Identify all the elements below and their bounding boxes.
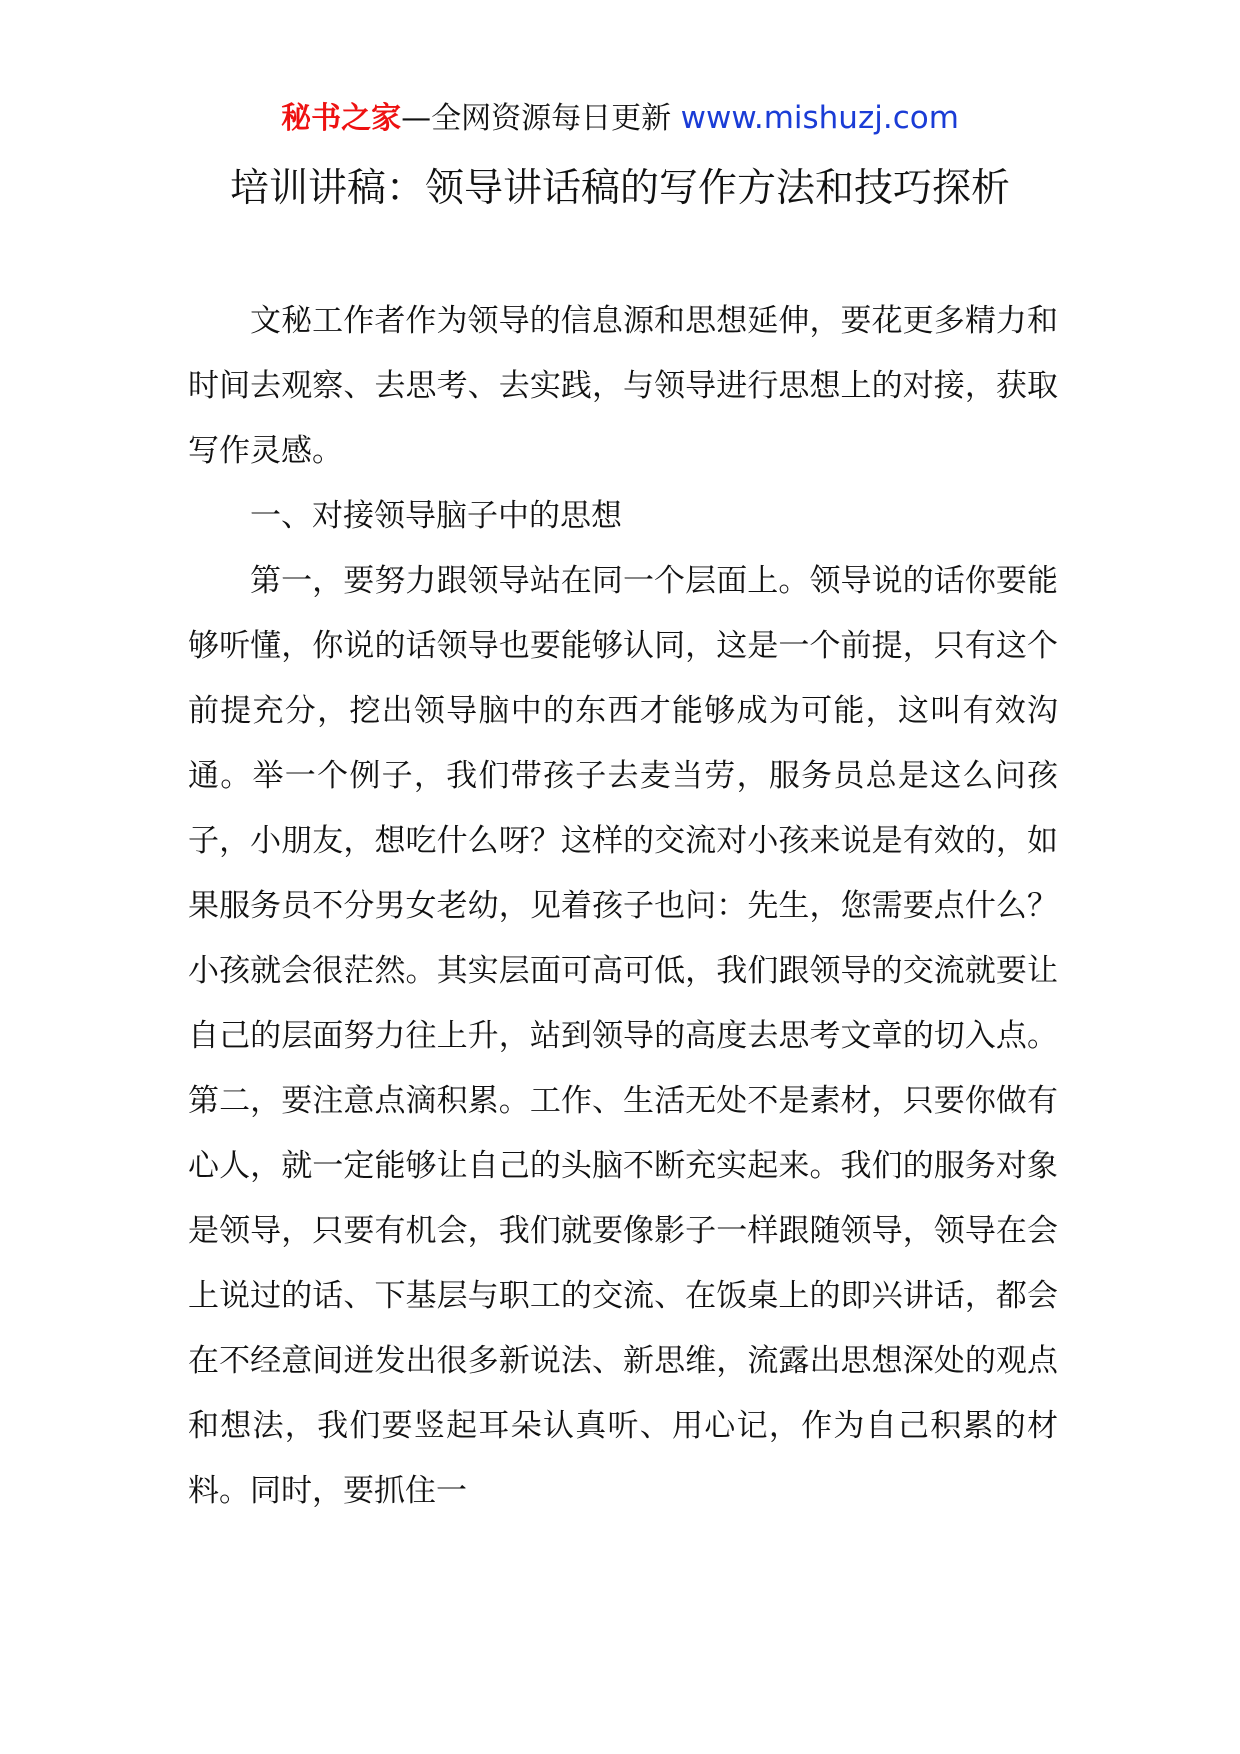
section-heading-1: 一、对接领导脑子中的思想: [250, 498, 622, 534]
brand-name: 秘书之家: [281, 101, 402, 136]
paragraph-section-1: 第一，要努力跟领导站在同一个层面上。领导说的话你要能够听懂，你说的话领导也要能够认同，这是一个前提，只有这个前提充分，挖出领导脑中的东西才能够成为可能，这叫有效沟通。举一个例子，我们带孩子去麦当劳，服务员总是这么问孩子，小朋友，想吃什么呀？这样的交流对小孩来说是有效的，如果服务员不分男女老幼，见着孩子也问：先生，您需要点什么？小孩就会很茫然。其实层面可高可低，我们跟领导的交流就要让自己的层面努力往上升，站到领导的高度去思考文章的切入点。第二，要注意点滴积累。工作、生活无处不是素材，只要你做有心人，就一定能够让自己的头脑不断充实起来。我们的服务对象是领导，只要有机会，我们就要像影子一样跟随领导，领导在会上说过的话、下基层与职工的交流、在饭桌上的即兴讲话，都会在不经意间迸发出很多新说法、新思维，流露出思想深处的观点和想法，我们要竖起耳朵认真听、用心记，作为自己积累的材料。同时，要抓住一: [188, 563, 1058, 1509]
site-url-link[interactable]: www.mishuzj.com: [680, 100, 959, 136]
document-body: [188, 289, 1058, 1524]
paragraph-intro: 文秘工作者作为领导的信息源和思想延伸，要花更多精力和时间去观察、去思考、去实践，与领导进行思想上的对接，获取写作灵感。: [188, 303, 1058, 469]
site-header: [0, 96, 1240, 141]
site-tagline: —全网资源每日更新: [401, 101, 672, 136]
document-title: 培训讲稿：领导讲话稿的写作方法和技巧探析: [229, 166, 1010, 211]
